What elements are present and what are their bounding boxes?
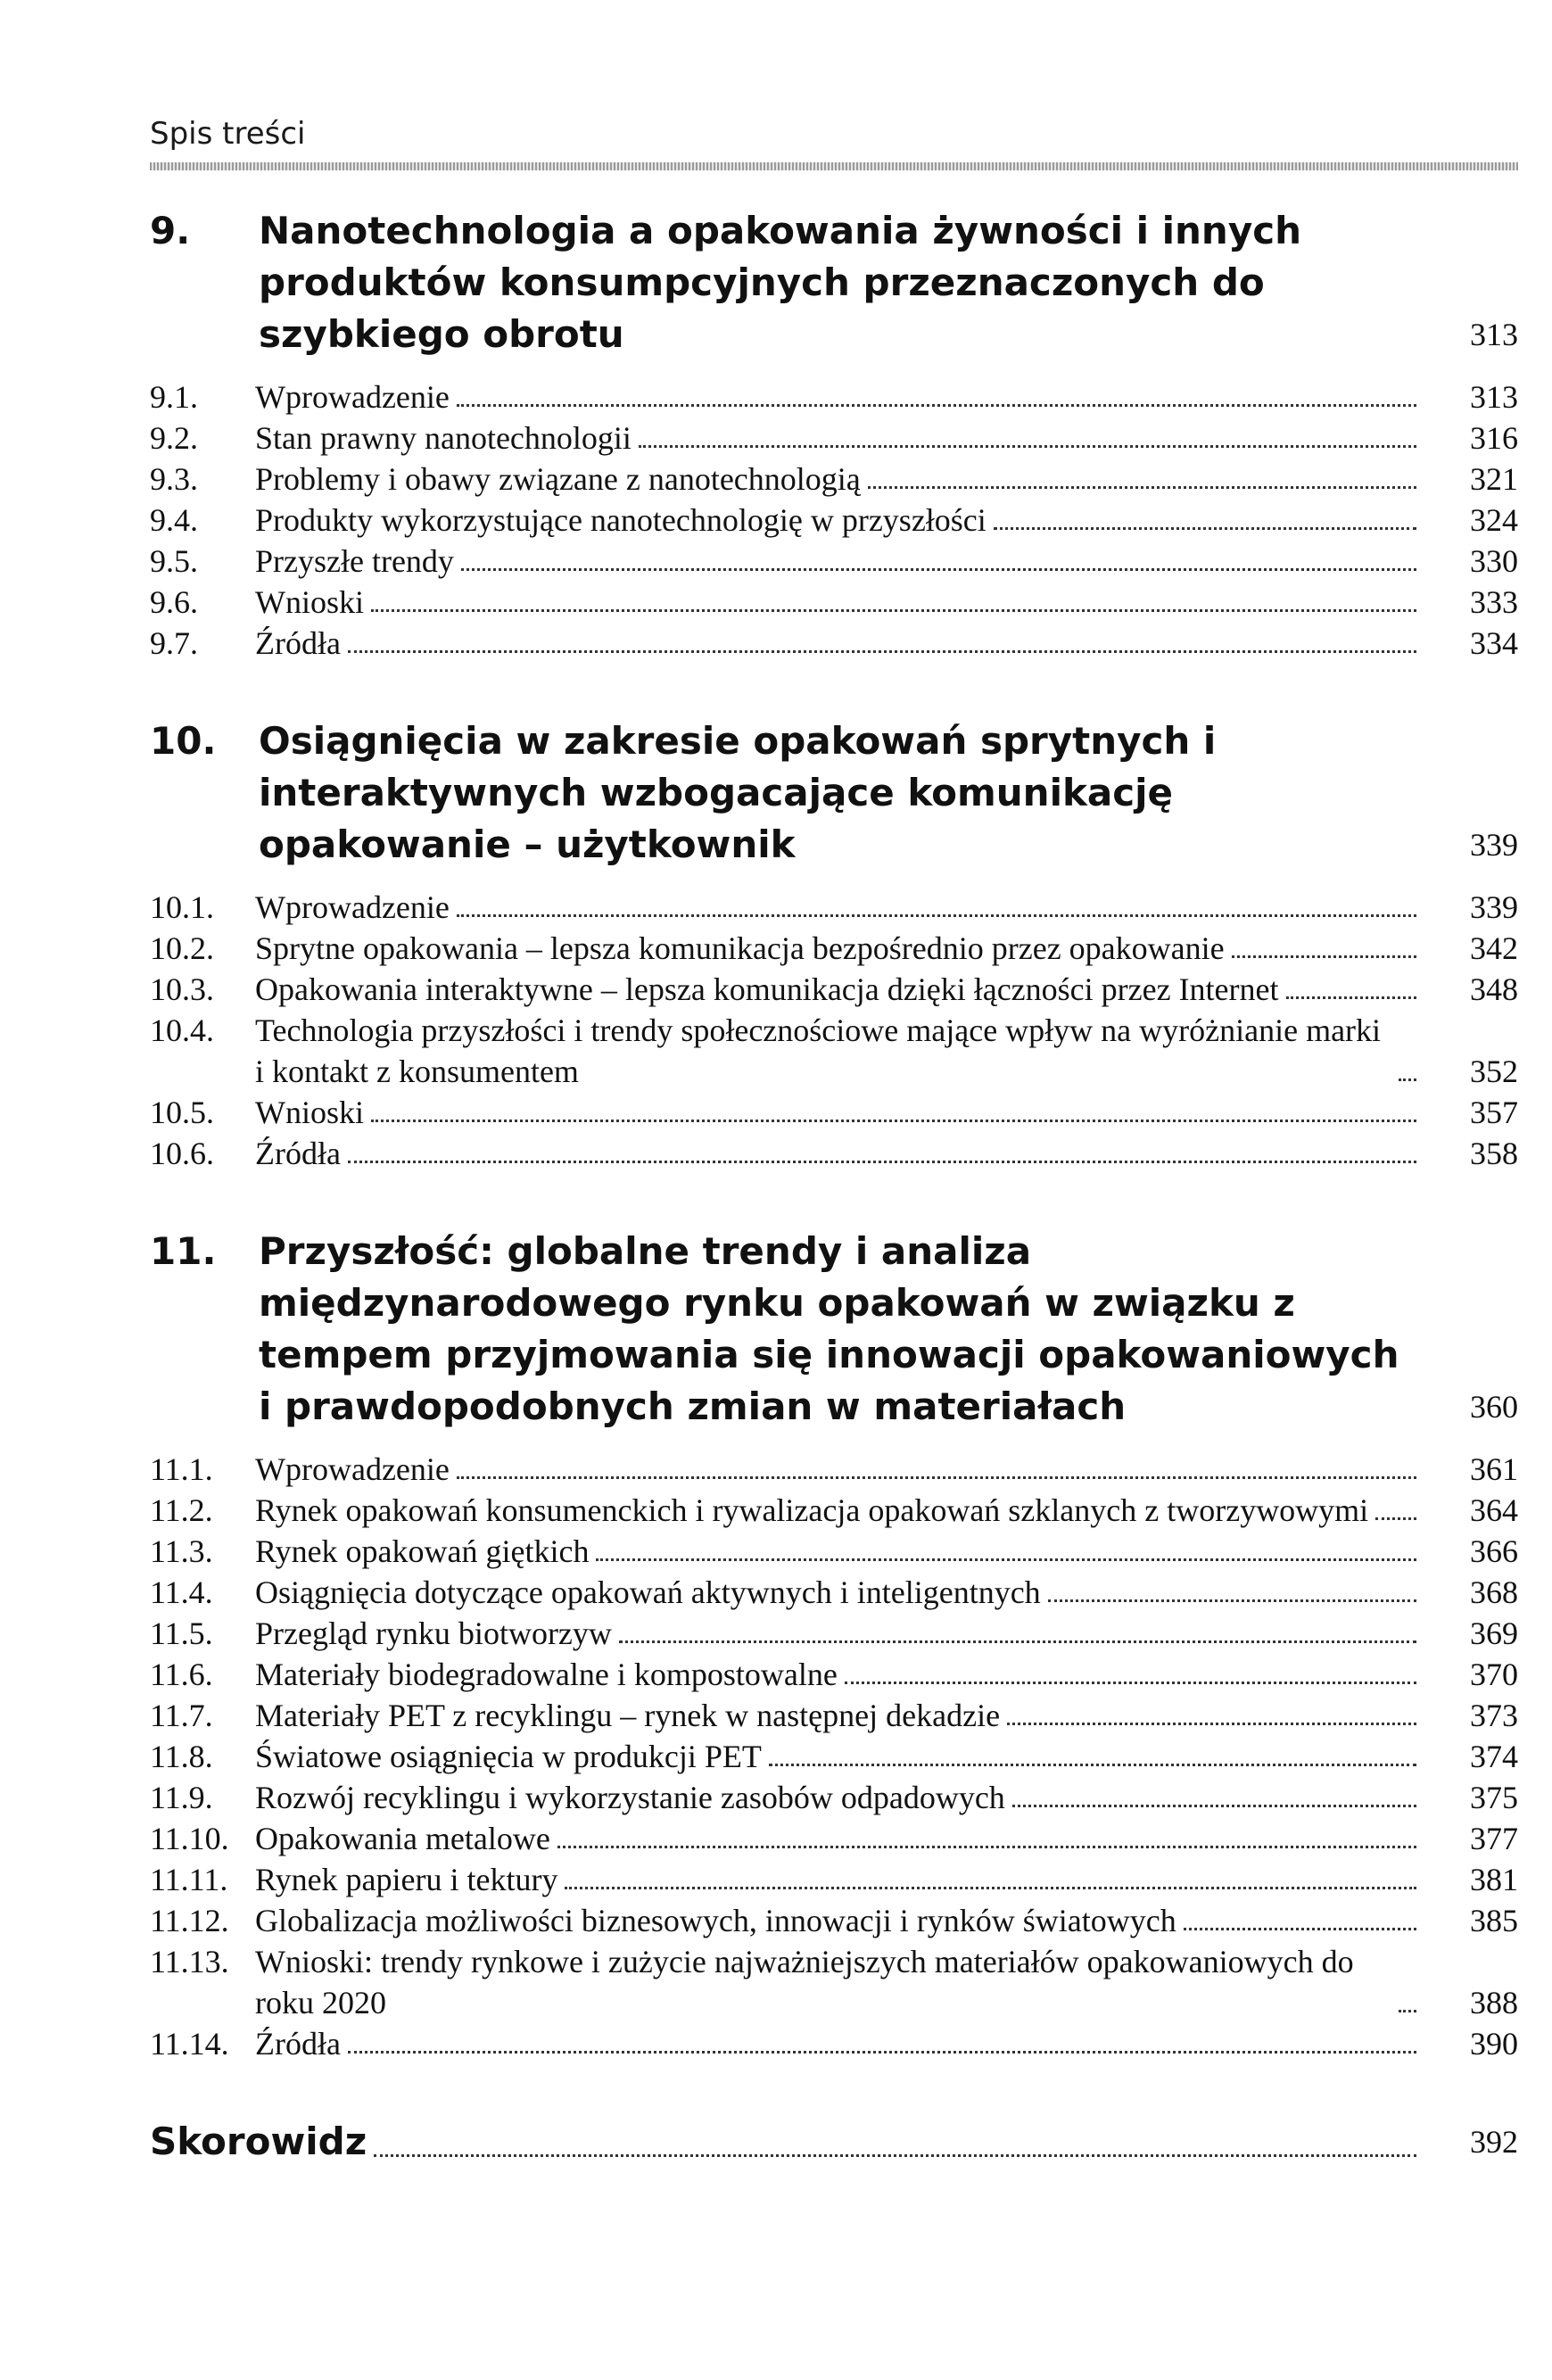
section-page-number: 374 [1470,1739,1518,1774]
chapter-title: Nanotechnologia a opakowania żywności i innych produktów konsumpcyjnych przeznaczonych do szybkiego obrotu [259,209,1302,356]
section-title: Źródła [255,625,341,661]
dot-leader [457,1476,1416,1479]
toc-entry[interactable] [150,887,1518,928]
section-title-line [255,1613,1424,1654]
section-title: Rozwój recyklingu i wykorzystanie zasobów odpadowych [255,1780,1005,1815]
section-number: 11.5. [150,1616,213,1651]
dot-leader [639,445,1416,448]
section-title-line [255,1818,1424,1859]
section-title-line [255,541,1424,582]
section-number: 10.2. [150,930,214,966]
section-number: 11.8. [150,1739,213,1774]
toc-entry[interactable] [150,1777,1518,1818]
index-page-number: 392 [1470,2124,1518,2160]
section-number: 9.2. [150,420,198,456]
section-title: Globalizacja możliwości biznesowych, innowacji i rynków światowych [255,1903,1176,1938]
section-title-line [255,1531,1424,1572]
dot-leader [769,1764,1416,1766]
section-number: 11.3. [150,1533,213,1569]
section-title-line [255,2023,1424,2064]
section-title: Źródła [255,1136,341,1171]
section-page-number: 375 [1470,1780,1518,1815]
index-title-line [150,2116,1424,2168]
section-page-number: 348 [1470,971,1518,1007]
chapter-10 [150,715,1518,1174]
dot-leader [1375,1517,1416,1520]
section-page-number: 334 [1470,625,1518,661]
toc-entry[interactable] [150,1010,1518,1092]
toc-entry[interactable] [150,459,1518,500]
chapter-9 [150,205,1518,664]
section-title-line [255,969,1424,1010]
section-title-line [255,623,1424,664]
section-page-number: 333 [1470,584,1518,620]
toc-entry[interactable] [150,1613,1518,1654]
dot-leader [596,1558,1416,1561]
chapter-page-number: 313 [1470,317,1518,352]
section-title: Osiągnięcia dotyczące opakowań aktywnych i inteligentnych [255,1574,1041,1610]
section-number: 9.3. [150,461,198,497]
running-header: Spis treści [150,116,306,152]
dot-leader [1399,1078,1416,1081]
section-title-line [255,1941,1424,2023]
section-list [150,887,1518,1174]
index-entry[interactable] [150,2116,1518,2168]
section-title: Wprowadzenie [255,379,450,415]
section-number: 9.4. [150,502,198,538]
section-title-line [255,1092,1424,1133]
section-title: Wnioski [255,1095,364,1130]
toc-entry[interactable] [150,1695,1518,1736]
section-title-line [255,1010,1424,1092]
toc-entry[interactable] [150,1736,1518,1777]
section-title: Produkty wykorzystujące nanotechnologię w przyszłości [255,502,987,538]
dot-leader [457,404,1416,407]
section-page-number: 339 [1470,889,1518,925]
section-number: 9.5. [150,543,198,579]
section-number: 11.10. [150,1821,229,1856]
chapter-title-line [259,205,1424,360]
section-title: Przyszłe trendy [255,543,454,579]
dot-leader [348,1161,1416,1163]
section-title-line [255,928,1424,969]
section-title: Przegląd rynku biotworzyw [255,1616,612,1651]
section-title: Rynek papieru i tektury [255,1862,558,1897]
dot-leader [619,1640,1416,1643]
section-title: Stan prawny nanotechnologii [255,420,632,456]
section-title-line [255,1449,1424,1490]
toc-entry[interactable] [150,500,1518,541]
section-title-line [255,1859,1424,1900]
section-number: 10.6. [150,1136,214,1171]
dot-leader [1399,2010,1416,2012]
chapter-heading[interactable] [150,1226,1518,1433]
section-number: 11.11. [150,1862,228,1897]
section-title-line [255,376,1424,417]
section-page-number: 357 [1470,1095,1518,1130]
dot-leader [457,914,1416,917]
section-number: 11.1. [150,1451,213,1487]
section-page-number: 388 [1470,1985,1518,2021]
section-page-number: 316 [1470,420,1518,456]
section-title: Światowe osiągnięcia w produkcji PET [255,1739,762,1774]
toc-entry[interactable] [150,1941,1518,2023]
section-title: Technologia przyszłości i trendy społecznościowe mające wpływ na wyróżnianie marki i kontakt z konsumentem [255,1012,1382,1089]
toc-entry[interactable] [150,1133,1518,1174]
dot-leader [348,2051,1416,2054]
dot-leader [461,568,1416,571]
chapter-title-line [259,1226,1424,1433]
toc-entry[interactable] [150,1531,1518,1572]
section-page-number: 358 [1470,1136,1518,1171]
section-title: Problemy i obawy związane z nanotechnologią [255,461,861,497]
toc-entry[interactable] [150,541,1518,582]
toc-entry[interactable] [150,376,1518,417]
section-number: 9.6. [150,584,198,620]
dot-leader [565,1887,1416,1889]
section-number: 11.13. [150,1944,229,1979]
section-page-number: 390 [1470,2026,1518,2062]
section-list [150,1449,1518,2064]
dot-leader [1286,996,1417,999]
toc-entry[interactable] [150,1859,1518,1900]
section-number: 11.6. [150,1657,213,1692]
toc-entry[interactable] [150,1572,1518,1613]
chapter-title: Osiągnięcia w zakresie opakowań sprytnych i interaktywnych wzbogacające komunikację opakowanie – użytkownik [259,719,1217,866]
section-title: Wprowadzenie [255,889,450,925]
section-page-number: 377 [1470,1821,1518,1856]
dot-leader [374,2154,1416,2157]
section-title-line [255,1572,1424,1613]
toc-entry[interactable] [150,582,1518,623]
chapter-number: 9. [150,209,191,252]
section-number: 10.4. [150,1012,214,1048]
dot-leader [1048,1599,1416,1602]
section-title: Opakowania metalowe [255,1821,550,1856]
chapter-title-line [259,715,1424,871]
dot-leader [371,609,1416,612]
chapter-number: 10. [150,719,217,763]
section-page-number: 373 [1470,1698,1518,1733]
toc-entry[interactable] [150,1654,1518,1695]
section-title: Wnioski: trendy rynkowe i zużycie najważniejszych materiałów opakowaniowych do roku 2020 [255,1944,1354,2021]
chapter-11 [150,1226,1518,2064]
dot-leader [1007,1723,1416,1725]
section-page-number: 369 [1470,1616,1518,1651]
section-number: 9.7. [150,625,198,661]
section-page-number: 352 [1470,1054,1518,1089]
section-page-number: 313 [1470,379,1518,415]
header-rule [150,162,1518,170]
section-title-line [255,1695,1424,1736]
section-number: 11.7. [150,1698,213,1733]
section-page-number: 361 [1470,1451,1518,1487]
section-title-line [255,500,1424,541]
section-number: 11.14. [150,2026,229,2062]
section-page-number: 370 [1470,1657,1518,1692]
section-page-number: 321 [1470,461,1518,497]
toc-entry[interactable] [150,417,1518,459]
section-title: Rynek opakowań giętkich [255,1533,590,1569]
section-list [150,376,1518,664]
section-page-number: 364 [1470,1492,1518,1528]
section-title: Wnioski [255,584,364,620]
section-title-line [255,1490,1424,1531]
section-title: Sprytne opakowania – lepsza komunikacja bezpośrednio przez opakowanie [255,930,1225,966]
section-title-line [255,1777,1424,1818]
toc-entry[interactable] [150,1490,1518,1531]
section-title: Materiały biodegradowalne i kompostowalne [255,1657,838,1692]
section-page-number: 366 [1470,1533,1518,1569]
dot-leader [348,650,1416,653]
section-title-line [255,1900,1424,1941]
section-number: 10.5. [150,1095,214,1130]
section-page-number: 342 [1470,930,1518,966]
chapter-page-number: 339 [1470,827,1518,863]
section-title: Źródła [255,2026,341,2062]
toc-entry[interactable] [150,1818,1518,1859]
chapter-number: 11. [150,1229,217,1273]
dot-leader [557,1846,1416,1848]
section-title-line [255,417,1424,459]
dot-leader [1184,1928,1416,1930]
chapter-heading[interactable] [150,715,1518,871]
table-of-contents [150,205,1518,2168]
section-number: 11.12. [150,1903,229,1938]
section-page-number: 381 [1470,1862,1518,1897]
toc-entry[interactable] [150,1449,1518,1490]
section-page-number: 330 [1470,543,1518,579]
section-title-line [255,582,1424,623]
section-title: Opakowania interaktywne – lepsza komunikacja dzięki łączności przez Internet [255,971,1279,1007]
section-title-line [255,1736,1424,1777]
toc-entry[interactable] [150,928,1518,969]
index-title: Skorowidz [150,2120,367,2163]
section-title: Materiały PET z recyklingu – rynek w następnej dekadzie [255,1698,1001,1733]
section-number: 10.1. [150,889,214,925]
section-number: 9.1. [150,379,198,415]
section-number: 10.3. [150,971,214,1007]
section-page-number: 324 [1470,502,1518,538]
toc-entry[interactable] [150,1092,1518,1133]
dot-leader [868,486,1416,489]
section-number: 11.9. [150,1780,213,1815]
dot-leader [371,1120,1416,1122]
chapter-heading[interactable] [150,205,1518,360]
section-number: 11.2. [150,1492,213,1528]
toc-entry[interactable] [150,623,1518,664]
section-title: Wprowadzenie [255,1451,450,1487]
section-page-number: 368 [1470,1574,1518,1610]
dot-leader [1232,955,1416,958]
section-title-line [255,887,1424,928]
dot-leader [845,1682,1416,1684]
chapter-title: Przyszłość: globalne trendy i analiza międzynarodowego rynku opakowań w związku z tempem przyjmowania się innowacji opakowaniowych i prawdopodobnych zmian w materiałach [259,1229,1399,1428]
chapter-page-number: 360 [1470,1389,1518,1425]
section-number: 11.4. [150,1574,213,1610]
dot-leader [1012,1805,1416,1807]
toc-entry[interactable] [150,1900,1518,1941]
section-title-line [255,459,1424,500]
section-title-line [255,1133,1424,1174]
toc-entry[interactable] [150,2023,1518,2064]
section-title-line [255,1654,1424,1695]
toc-entry[interactable] [150,969,1518,1010]
section-title: Rynek opakowań konsumenckich i rywalizacja opakowań szklanych z tworzywowymi [255,1492,1369,1528]
dot-leader [994,527,1416,530]
section-page-number: 385 [1470,1903,1518,1938]
